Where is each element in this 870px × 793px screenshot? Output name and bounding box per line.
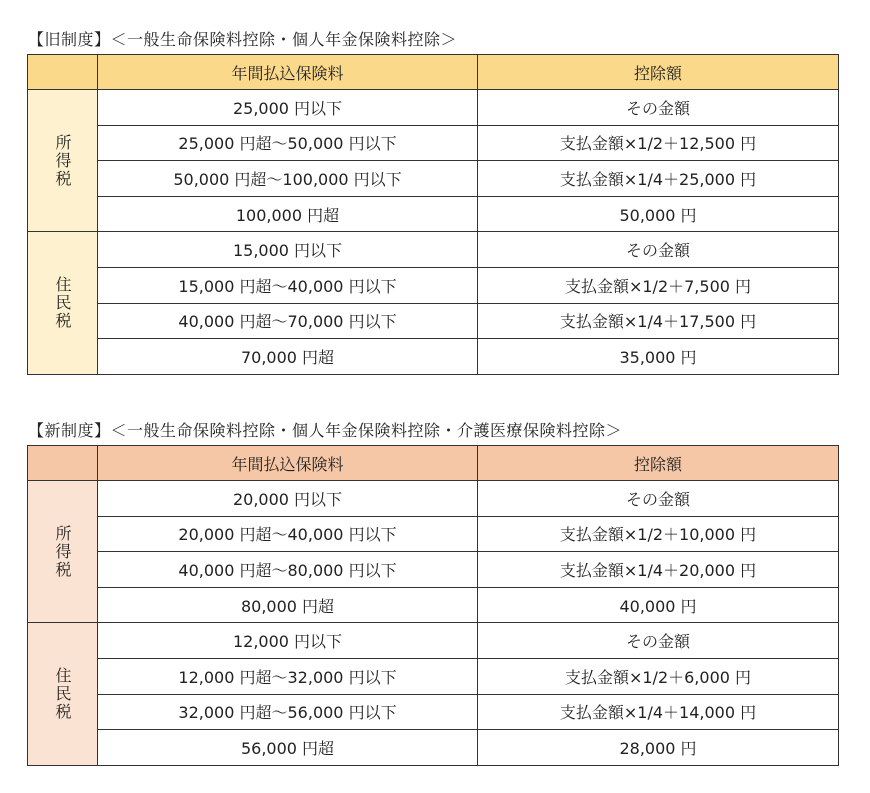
table-row (28, 587, 839, 623)
premium-range-cell: 20,000 円超～40,000 円以下 (98, 516, 478, 552)
table-row (28, 516, 839, 552)
deduction-amount-cell: 35,000 円 (478, 339, 839, 375)
premium-range-cell: 25,000 円以下 (98, 90, 478, 126)
table-row (28, 694, 839, 730)
premium-range-cell: 100,000 円超 (98, 196, 478, 232)
deduction-amount-cell: 支払金額×1/4＋17,500 円 (478, 303, 839, 339)
new-system-table (27, 445, 839, 766)
table-row (28, 658, 839, 694)
table-row (28, 125, 839, 161)
premium-range-cell: 56,000 円超 (98, 730, 478, 766)
table-row (28, 267, 839, 303)
old-system-table (27, 54, 839, 375)
deduction-amount-cell: 40,000 円 (478, 587, 839, 623)
premium-range-cell: 80,000 円超 (98, 587, 478, 623)
table-row (28, 481, 839, 517)
column-header (28, 446, 98, 481)
tax-type-label: 所得税 (28, 90, 98, 232)
deduction-amount-cell: 支払金額×1/2＋7,500 円 (478, 267, 839, 303)
tax-type-label: 住民税 (28, 623, 98, 765)
old-system-title: 【旧制度】＜一般生命保険料控除・個人年金保険料控除＞ (28, 30, 458, 49)
tax-type-label: 住民税 (28, 232, 98, 374)
premium-range-cell: 12,000 円超～32,000 円以下 (98, 658, 478, 694)
deduction-amount-cell: その金額 (478, 481, 839, 517)
column-header (28, 55, 98, 90)
premium-range-cell: 70,000 円超 (98, 339, 478, 375)
deduction-amount-cell: その金額 (478, 90, 839, 126)
new-system-title: 【新制度】＜一般生命保険料控除・個人年金保険料控除・介護医療保険料控除＞ (28, 421, 623, 440)
table-row (28, 303, 839, 339)
deduction-amount-cell: 支払金額×1/4＋14,000 円 (478, 694, 839, 730)
table-header-row (28, 446, 839, 481)
deduction-amount-cell: その金額 (478, 623, 839, 659)
table-row (28, 90, 839, 126)
premium-range-cell: 32,000 円超～56,000 円以下 (98, 694, 478, 730)
table-row (28, 730, 839, 766)
deduction-amount-cell: 支払金額×1/2＋6,000 円 (478, 658, 839, 694)
table-row (28, 552, 839, 588)
premium-range-cell: 15,000 円以下 (98, 232, 478, 268)
premium-range-cell: 12,000 円以下 (98, 623, 478, 659)
table-row (28, 623, 839, 659)
table-header-row (28, 55, 839, 90)
deduction-amount-cell: 28,000 円 (478, 730, 839, 766)
premium-range-cell: 40,000 円超～80,000 円以下 (98, 552, 478, 588)
column-header: 年間払込保険料 (98, 55, 478, 90)
deduction-amount-cell: その金額 (478, 232, 839, 268)
deduction-amount-cell: 支払金額×1/4＋25,000 円 (478, 161, 839, 197)
premium-range-cell: 50,000 円超～100,000 円以下 (98, 161, 478, 197)
column-header: 年間払込保険料 (98, 446, 478, 481)
column-header: 控除額 (478, 446, 839, 481)
table-row (28, 339, 839, 375)
premium-range-cell: 15,000 円超～40,000 円以下 (98, 267, 478, 303)
deduction-amount-cell: 支払金額×1/2＋10,000 円 (478, 516, 839, 552)
deduction-amount-cell: 支払金額×1/2＋12,500 円 (478, 125, 839, 161)
column-header: 控除額 (478, 55, 839, 90)
table-row (28, 232, 839, 268)
premium-range-cell: 40,000 円超～70,000 円以下 (98, 303, 478, 339)
premium-range-cell: 20,000 円以下 (98, 481, 478, 517)
premium-range-cell: 25,000 円超～50,000 円以下 (98, 125, 478, 161)
table-row (28, 161, 839, 197)
deduction-amount-cell: 支払金額×1/4＋20,000 円 (478, 552, 839, 588)
table-row (28, 196, 839, 232)
tax-type-label: 所得税 (28, 481, 98, 623)
deduction-amount-cell: 50,000 円 (478, 196, 839, 232)
